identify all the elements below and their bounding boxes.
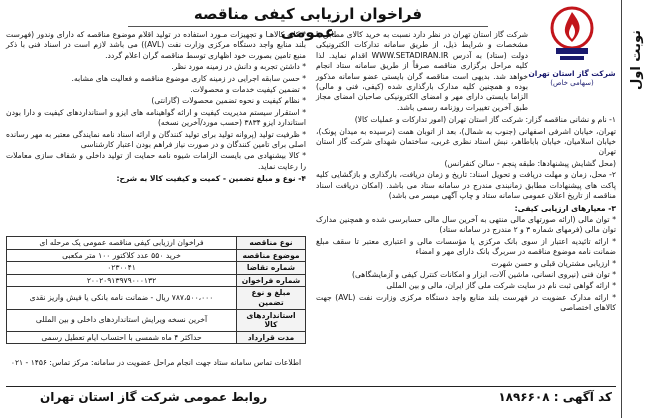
- table-label: مدت قرارداد: [237, 331, 306, 344]
- side-band: [621, 0, 648, 418]
- left-item: * حسن سابقه اجرایی در زمینه کاری موضوع مناقصه و فعالیت های مشابه.: [71, 73, 306, 83]
- right-item: * توان فنی (نیروی انسانی، ماشین آلات، ابزار و امکانات کنترل کیفی و آزمایشگاهی): [352, 269, 616, 279]
- logo-company-type: (سهامی خاص): [550, 79, 594, 87]
- table-row: [7, 331, 306, 344]
- left-item: * کالا بیشنهادی می بایست الزامات شیوه نامه حمایت از تولید داخلی و شفاف سازی معاملات را رعایت نماید.: [6, 151, 306, 171]
- right-item: (محل گشایش پیشنهادها: طبقه پنجم - سالن کنفرانس): [444, 158, 616, 168]
- table-value: حداکثر ۴ ماه شمسی با احتساب ایام تعطیل رسمی: [7, 331, 237, 344]
- page-title: فراخوان ارزیابی کیفی مناقصه عمومی: [193, 5, 423, 41]
- right-column: [316, 30, 616, 315]
- intro-paragraph: شرکت گاز استان تهران در نظر دارد نسبت به خرید کالای مطابق با مشخصات و شرایط ذیل، از طریق سامانه تدارکات الکترونیکی دولت (ستاد) به آدرس WWW.SETADIRAN.IR اقدام نماید. لذا کلیه مراحل برگزاری مناقصه صرفاً از طریق سامانه ستاد انجام خواهد شد. بدیهی است مناقصه گران بایستی عضو سامانه مذکور بوده و همچنین کلیه مدارک بارگذاری شده (کیفی، فنی و مالی) الزاما بایستی دارای مهر و امضای الکترونیکی صاحبان امضای مجاز طبق آخرین تغییرات روزنامه رسمی باشد.: [316, 30, 528, 112]
- table-row: [7, 309, 306, 331]
- right-item: ۲- محل، زمان و مهلت دریافت و تحویل اسناد: تاریخ و زمان دریافت، بارگذاری و بازگشایی کلیه پاکت های پیشنهادات مطابق زمانبندی مندرج در سامانه ستاد می باشد. (امکان دریافت اسناد مناقصه از تاریخ اعلان عمومی سامانه ستاد و چاپ آگهی میسر می باشد): [316, 170, 616, 201]
- title-divider: [128, 26, 488, 27]
- table-row: [7, 287, 306, 309]
- tender-info-table: [6, 236, 306, 344]
- footer-divider: [6, 386, 616, 387]
- right-item: * ارزیابی مشتریان قبلی و حسن شهرت: [491, 258, 616, 268]
- table-value: ۷۸۷،۵۰۰،۰۰۰ ریال - ضمانت نامه بانکی یا فیش واریز نقدی: [7, 287, 237, 309]
- table-row: [7, 237, 306, 250]
- left-item: * ظرفیت تولید (پروانه تولید برای تولید کنندگان و ارائه اسناد نامه نمایندگی معتبر به مهر رسانده اصلی برای تامین کنندگان و در صورت نیاز فراهم بودن اعتبار کارشناسی: [6, 129, 306, 150]
- table-value: ۰۲۳۰۰۴۱: [7, 262, 237, 275]
- left-item: * استقرار سیستم مدیریت کیفیت و ارائه گواهینامه های ایزو و استانداردهای کیفیت و دارا بودن استاندارد ایزو ۳۸۳۴ (حسب مورد/آخرین نسخه): [6, 107, 306, 128]
- ad-code: کد آگهی : ۱۸۹۶۶۰۸: [498, 390, 612, 404]
- table-label: موضوع مناقصه: [237, 249, 306, 262]
- table-row: [7, 262, 306, 275]
- table-value: ۲۰۰۲۰۹۱۳۹۷۹۰۰۰۱۳۲: [7, 274, 237, 287]
- right-item: * ارائه گواهی ثبت نام در سایت شرکت ملی گاز ایران، مالی و بین المللی: [386, 281, 616, 291]
- table-row: [7, 249, 306, 262]
- right-item: * توان مالی (ارائه صورتهای مالی منتهی به آخرین سال مالی حسابرسی شده و همچنین مدارک توان مالی (فرمهای شماره ۳ و ۲ مندرج در سامانه ستاد): [316, 214, 616, 235]
- side-label: نوبت اول: [629, 30, 644, 91]
- table-value: فراخوان ارزیابی کیفی مناقصه عمومی یک مرحله ای: [7, 237, 237, 250]
- left-item: * تضمین کیفیت خدمات و محصولات.: [190, 85, 306, 95]
- publisher-name: روابط عمومی شرکت گاز استان تهران: [40, 390, 268, 404]
- table-label: استانداردهای کالا: [237, 309, 306, 331]
- left-item: * کلیه کالاهـا و تجهیزات مـورد استفاده در تولید اقلام موضوع مناقصه که دارای وندور (فهرست بلند منابع واجد دستگاه مرکزی وزارت نفت (AVL)) می باشد لازم است در اسناد فنی با ذکر منبع تامین بصورت خود اظهاری توسط مناقصه گران اعلام گردد.: [6, 30, 306, 60]
- right-item: تهران، خیابان اشرفی اصفهانی (جنوب به شمال)، بعد از اتوبان همت (نرسیده به میدان پونک)، خیابان اسلامیان، خیابان باباطاهر، نبش استاد نظری غربی، ساختمان شهدای شرکت گاز استان تهران: [316, 126, 616, 157]
- table-label: مبلغ و نوع تضمین: [237, 287, 306, 309]
- table-value: آخرین نسخه ویرایش استانداردهای داخلی و بین المللی: [7, 309, 237, 331]
- left-item: * داشتن تجربه و دانش در زمینه مورد نظر.: [171, 62, 306, 72]
- table-value: خرید ۵۵۰ عدد کلاکتور ۱۰۰ متر مکعبی: [7, 249, 237, 262]
- right-item: ۱- نام و نشانی مناقصه گزار: شرکت گاز استان تهران (امور تدارکات و عملیات کالا): [354, 115, 616, 125]
- right-item: * ارائه تائیدیه اعتبار از سوی بانک مرکزی یا مؤسسات مالی و اعتباری معتبر تا سقف مبلغ ضمانت نامه موضوع مناقصه در سربرگ بانک دارای مهر و امضاء: [316, 236, 616, 257]
- table-label: شماره فراخوان: [237, 274, 306, 287]
- left-column: [6, 30, 306, 186]
- right-item: ۳- معیارهای ارزیابی کیفی:: [514, 203, 616, 213]
- table-label: نوع مناقصه: [237, 237, 306, 250]
- left-item: * نظام کیفیت و نحوه تضمین محصولات (گارانتی): [151, 96, 306, 106]
- contact-info: اطلاعات تماس سامانه ستاد جهت انجام مراحل عضویت در سامانه: مرکز تماس: ۱۴۵۶ - ۰۲۱: [10, 358, 302, 367]
- left-item: ۴- نوع و مبلغ تضمین - کمیت و کیفیت کالا به شرح:: [116, 174, 306, 184]
- table-row: [7, 274, 306, 287]
- right-item: * ارائه مدارک عضویت در فهرست بلند منابع واجد دستگاه مرکزی وزارت نفت (AVL) جهت کالاهای اختصاصی: [316, 292, 616, 313]
- table-label: شماره تقاضا: [237, 262, 306, 275]
- logo-company-name: شرکت گاز استان تهران: [528, 69, 616, 78]
